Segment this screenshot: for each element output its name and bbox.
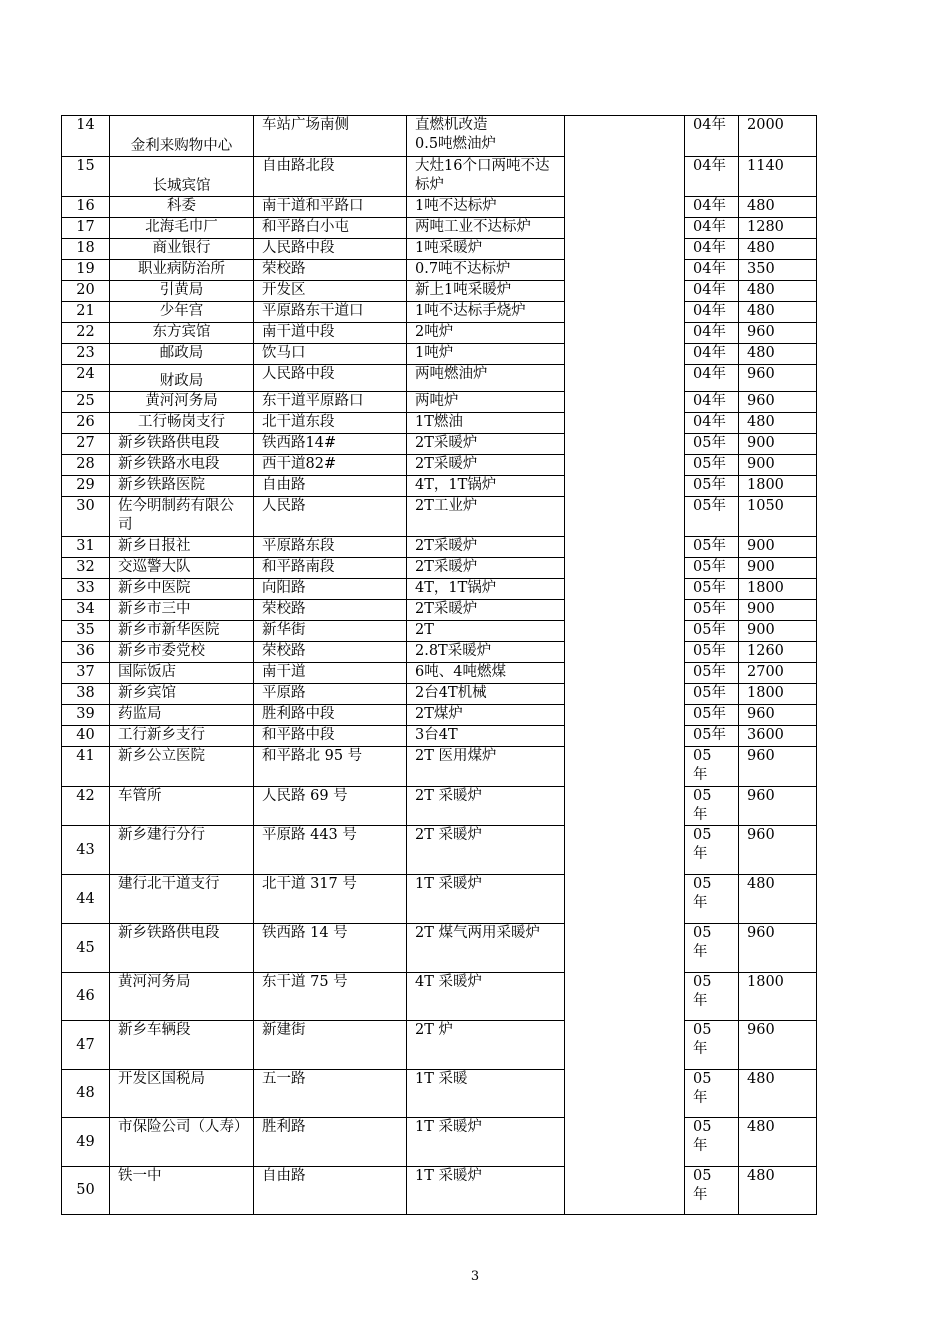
table-row <box>62 726 817 747</box>
year-cell: 05 年 <box>685 875 739 924</box>
address-cell: 胜利路 <box>254 1118 407 1167</box>
table-row <box>62 705 817 726</box>
unit-name-cell: 新乡铁路供电段 <box>110 434 254 455</box>
year-cell: 05 年 <box>685 1070 739 1118</box>
year-cell: 04年 <box>685 323 739 344</box>
table-row <box>62 344 817 365</box>
unit-name-cell: 药监局 <box>110 705 254 726</box>
unit-name-cell: 工行畅岗支行 <box>110 413 254 434</box>
year-cell: 04年 <box>685 197 739 218</box>
amount-cell: 900 <box>739 455 817 476</box>
unit-name-cell: 少年宫 <box>110 302 254 323</box>
amount-cell: 480 <box>739 1167 817 1215</box>
address-cell: 自由路北段 <box>254 157 407 197</box>
table-row <box>62 116 817 157</box>
unit-name-cell: 新乡日报社 <box>110 537 254 558</box>
table-row <box>62 218 817 239</box>
row-number-cell: 49 <box>62 1118 110 1167</box>
amount-cell: 960 <box>739 747 817 787</box>
row-number-cell: 33 <box>62 579 110 600</box>
unit-name-cell: 新乡市新华医院 <box>110 621 254 642</box>
address-cell: 人民路中段 <box>254 239 407 260</box>
table-row <box>62 1070 817 1118</box>
remark-cell <box>565 1167 685 1215</box>
table-row <box>62 476 817 497</box>
remark-cell <box>565 260 685 281</box>
year-cell: 05年 <box>685 621 739 642</box>
table-row <box>62 455 817 476</box>
address-cell: 车站广场南侧 <box>254 116 407 157</box>
boiler-info-cell: 2T采暖炉 <box>407 537 565 558</box>
table-row <box>62 1167 817 1215</box>
remark-cell <box>565 973 685 1021</box>
table-body <box>62 116 817 1215</box>
remark-cell <box>565 434 685 455</box>
amount-cell: 1260 <box>739 642 817 663</box>
boiler-info-cell: 2T <box>407 621 565 642</box>
row-number-cell: 42 <box>62 787 110 826</box>
address-cell: 平原路 <box>254 684 407 705</box>
address-cell: 和平路北 95 号 <box>254 747 407 787</box>
unit-name-cell: 长城宾馆 <box>110 157 254 197</box>
table-row <box>62 1021 817 1070</box>
year-cell: 04年 <box>685 281 739 302</box>
year-cell: 05年 <box>685 663 739 684</box>
remark-cell <box>565 826 685 875</box>
year-cell: 05年 <box>685 497 739 537</box>
boiler-info-cell: 1吨不达标手烧炉 <box>407 302 565 323</box>
amount-cell: 900 <box>739 558 817 579</box>
address-cell: 自由路 <box>254 476 407 497</box>
table-row <box>62 642 817 663</box>
unit-name-cell: 建行北干道支行 <box>110 875 254 924</box>
row-number-cell: 40 <box>62 726 110 747</box>
unit-name-cell: 佐今明制药有限公司 <box>110 497 254 537</box>
address-cell: 北干道东段 <box>254 413 407 434</box>
boiler-info-cell: 两吨工业不达标炉 <box>407 218 565 239</box>
unit-name-cell: 职业病防治所 <box>110 260 254 281</box>
table-row <box>62 973 817 1021</box>
table-row <box>62 434 817 455</box>
row-number-cell: 36 <box>62 642 110 663</box>
boiler-info-cell: 2T 煤气两用采暖炉 <box>407 924 565 973</box>
boiler-info-cell: 2T采暖炉 <box>407 558 565 579</box>
row-number-cell: 23 <box>62 344 110 365</box>
row-number-cell: 21 <box>62 302 110 323</box>
remark-cell <box>565 726 685 747</box>
address-cell: 平原路东段 <box>254 537 407 558</box>
address-cell: 荣校路 <box>254 600 407 621</box>
unit-name-cell: 新乡铁路水电段 <box>110 455 254 476</box>
year-cell: 04年 <box>685 218 739 239</box>
row-number-cell: 29 <box>62 476 110 497</box>
remark-cell <box>565 684 685 705</box>
remark-cell <box>565 344 685 365</box>
table-row <box>62 1118 817 1167</box>
boiler-info-cell: 1T燃油 <box>407 413 565 434</box>
amount-cell: 480 <box>739 413 817 434</box>
boiler-info-cell: 大灶16个口两吨不达标炉 <box>407 157 565 197</box>
unit-name-cell: 邮政局 <box>110 344 254 365</box>
boiler-info-cell: 1T 采暖炉 <box>407 1118 565 1167</box>
remark-cell <box>565 497 685 537</box>
address-cell: 南干道和平路口 <box>254 197 407 218</box>
row-number-cell: 20 <box>62 281 110 302</box>
amount-cell: 960 <box>739 787 817 826</box>
boiler-info-cell: 6吨、4吨燃煤 <box>407 663 565 684</box>
amount-cell: 480 <box>739 1070 817 1118</box>
boiler-info-cell: 4T 采暖炉 <box>407 973 565 1021</box>
remark-cell <box>565 239 685 260</box>
table-row <box>62 579 817 600</box>
boiler-info-cell: 2T 采暖炉 <box>407 787 565 826</box>
unit-name-cell: 东方宾馆 <box>110 323 254 344</box>
unit-name-cell: 商业银行 <box>110 239 254 260</box>
row-number-cell: 28 <box>62 455 110 476</box>
year-cell: 05年 <box>685 455 739 476</box>
remark-cell <box>565 663 685 684</box>
amount-cell: 960 <box>739 323 817 344</box>
year-cell: 05 年 <box>685 1118 739 1167</box>
address-cell: 饮马口 <box>254 344 407 365</box>
boiler-info-cell: 1吨不达标炉 <box>407 197 565 218</box>
boiler-info-cell: 新上1吨采暖炉 <box>407 281 565 302</box>
remark-cell <box>565 281 685 302</box>
boiler-info-cell: 0.7吨不达标炉 <box>407 260 565 281</box>
amount-cell: 900 <box>739 434 817 455</box>
table-row <box>62 157 817 197</box>
row-number-cell: 15 <box>62 157 110 197</box>
row-number-cell: 47 <box>62 1021 110 1070</box>
address-cell: 人民路中段 <box>254 365 407 392</box>
amount-cell: 1800 <box>739 973 817 1021</box>
boiler-info-cell: 2吨炉 <box>407 323 565 344</box>
unit-name-cell: 黄河河务局 <box>110 392 254 413</box>
year-cell: 05年 <box>685 579 739 600</box>
year-cell: 05 年 <box>685 924 739 973</box>
unit-name-cell: 车管所 <box>110 787 254 826</box>
amount-cell: 960 <box>739 392 817 413</box>
unit-name-cell: 新乡宾馆 <box>110 684 254 705</box>
table-row <box>62 684 817 705</box>
boiler-info-cell: 2T采暖炉 <box>407 434 565 455</box>
table-row <box>62 600 817 621</box>
boiler-info-cell: 2T采暖炉 <box>407 455 565 476</box>
address-cell: 人民路 <box>254 497 407 537</box>
row-number-cell: 50 <box>62 1167 110 1215</box>
page-number: 3 <box>470 1269 480 1284</box>
boiler-info-cell: 2T 采暖炉 <box>407 826 565 875</box>
table-row <box>62 537 817 558</box>
address-cell: 人民路 69 号 <box>254 787 407 826</box>
address-cell: 自由路 <box>254 1167 407 1215</box>
address-cell: 新建街 <box>254 1021 407 1070</box>
unit-name-cell: 市保险公司（人寿） <box>110 1118 254 1167</box>
boiler-info-cell: 1吨炉 <box>407 344 565 365</box>
year-cell: 04年 <box>685 116 739 157</box>
address-cell: 北干道 317 号 <box>254 875 407 924</box>
year-cell: 05 年 <box>685 747 739 787</box>
row-number-cell: 46 <box>62 973 110 1021</box>
address-cell: 南干道中段 <box>254 323 407 344</box>
boiler-info-cell: 1T 采暖 <box>407 1070 565 1118</box>
amount-cell: 960 <box>739 826 817 875</box>
amount-cell: 960 <box>739 705 817 726</box>
year-cell: 05年 <box>685 600 739 621</box>
remark-cell <box>565 1021 685 1070</box>
amount-cell: 1800 <box>739 684 817 705</box>
amount-cell: 480 <box>739 281 817 302</box>
address-cell: 胜利路中段 <box>254 705 407 726</box>
boiler-info-cell: 4T，1T锅炉 <box>407 579 565 600</box>
address-cell: 铁西路 14 号 <box>254 924 407 973</box>
row-number-cell: 19 <box>62 260 110 281</box>
row-number-cell: 31 <box>62 537 110 558</box>
year-cell: 05年 <box>685 558 739 579</box>
boiler-info-cell: 4T，1T锅炉 <box>407 476 565 497</box>
unit-name-cell: 开发区国税局 <box>110 1070 254 1118</box>
unit-name-cell: 国际饭店 <box>110 663 254 684</box>
amount-cell: 3600 <box>739 726 817 747</box>
row-number-cell: 22 <box>62 323 110 344</box>
remark-cell <box>565 476 685 497</box>
address-cell: 平原路 443 号 <box>254 826 407 875</box>
year-cell: 04年 <box>685 239 739 260</box>
year-cell: 05年 <box>685 642 739 663</box>
unit-name-cell: 新乡建行分行 <box>110 826 254 875</box>
remark-cell <box>565 600 685 621</box>
remark-cell <box>565 197 685 218</box>
row-number-cell: 26 <box>62 413 110 434</box>
unit-name-cell: 铁一中 <box>110 1167 254 1215</box>
address-cell: 和平路中段 <box>254 726 407 747</box>
table-row <box>62 875 817 924</box>
amount-cell: 1280 <box>739 218 817 239</box>
year-cell: 04年 <box>685 157 739 197</box>
boiler-info-cell: 直燃机改造 0.5吨燃油炉 <box>407 116 565 157</box>
row-number-cell: 30 <box>62 497 110 537</box>
amount-cell: 900 <box>739 621 817 642</box>
table-row <box>62 924 817 973</box>
amount-cell: 1800 <box>739 476 817 497</box>
remark-cell <box>565 621 685 642</box>
address-cell: 荣校路 <box>254 260 407 281</box>
table-row <box>62 302 817 323</box>
boiler-info-cell: 2T 医用煤炉 <box>407 747 565 787</box>
year-cell: 05年 <box>685 705 739 726</box>
row-number-cell: 48 <box>62 1070 110 1118</box>
address-cell: 和平路南段 <box>254 558 407 579</box>
amount-cell: 1140 <box>739 157 817 197</box>
table-row <box>62 197 817 218</box>
year-cell: 05年 <box>685 476 739 497</box>
remark-cell <box>565 218 685 239</box>
amount-cell: 480 <box>739 239 817 260</box>
table-row <box>62 558 817 579</box>
boiler-info-cell: 2T煤炉 <box>407 705 565 726</box>
row-number-cell: 25 <box>62 392 110 413</box>
unit-name-cell: 交巡警大队 <box>110 558 254 579</box>
row-number-cell: 34 <box>62 600 110 621</box>
address-cell: 和平路白小屯 <box>254 218 407 239</box>
amount-cell: 1800 <box>739 579 817 600</box>
year-cell: 05年 <box>685 726 739 747</box>
table-row <box>62 323 817 344</box>
amount-cell: 480 <box>739 875 817 924</box>
remark-cell <box>565 365 685 392</box>
remark-cell <box>565 323 685 344</box>
boiler-info-cell: 1吨采暖炉 <box>407 239 565 260</box>
row-number-cell: 43 <box>62 826 110 875</box>
remark-cell <box>565 302 685 323</box>
address-cell: 东干道平原路口 <box>254 392 407 413</box>
amount-cell: 900 <box>739 537 817 558</box>
amount-cell: 480 <box>739 344 817 365</box>
amount-cell: 2700 <box>739 663 817 684</box>
address-cell: 荣校路 <box>254 642 407 663</box>
amount-cell: 900 <box>739 600 817 621</box>
row-number-cell: 18 <box>62 239 110 260</box>
remark-cell <box>565 558 685 579</box>
remark-cell <box>565 1118 685 1167</box>
unit-name-cell: 北海毛巾厂 <box>110 218 254 239</box>
boiler-table <box>61 115 817 1215</box>
unit-name-cell: 黄河河务局 <box>110 973 254 1021</box>
year-cell: 05年 <box>685 537 739 558</box>
row-number-cell: 24 <box>62 365 110 392</box>
remark-cell <box>565 413 685 434</box>
amount-cell: 960 <box>739 365 817 392</box>
row-number-cell: 37 <box>62 663 110 684</box>
table-row <box>62 392 817 413</box>
boiler-info-cell: 1T 采暖炉 <box>407 1167 565 1215</box>
remark-cell <box>565 116 685 157</box>
table-row <box>62 281 817 302</box>
amount-cell: 350 <box>739 260 817 281</box>
amount-cell: 960 <box>739 1021 817 1070</box>
year-cell: 04年 <box>685 392 739 413</box>
table-row <box>62 239 817 260</box>
amount-cell: 480 <box>739 302 817 323</box>
boiler-info-cell: 2T采暖炉 <box>407 600 565 621</box>
boiler-info-cell: 2T 炉 <box>407 1021 565 1070</box>
year-cell: 04年 <box>685 260 739 281</box>
table-row <box>62 621 817 642</box>
year-cell: 05 年 <box>685 1021 739 1070</box>
table-row <box>62 260 817 281</box>
remark-cell <box>565 1070 685 1118</box>
boiler-info-cell: 两吨炉 <box>407 392 565 413</box>
remark-cell <box>565 579 685 600</box>
address-cell: 新华街 <box>254 621 407 642</box>
unit-name-cell: 科委 <box>110 197 254 218</box>
boiler-info-cell: 1T 采暖炉 <box>407 875 565 924</box>
unit-name-cell: 金利来购物中心 <box>110 116 254 157</box>
boiler-info-cell: 两吨燃油炉 <box>407 365 565 392</box>
table-row <box>62 787 817 826</box>
remark-cell <box>565 924 685 973</box>
unit-name-cell: 新乡铁路供电段 <box>110 924 254 973</box>
row-number-cell: 45 <box>62 924 110 973</box>
row-number-cell: 44 <box>62 875 110 924</box>
row-number-cell: 14 <box>62 116 110 157</box>
row-number-cell: 38 <box>62 684 110 705</box>
row-number-cell: 16 <box>62 197 110 218</box>
address-cell: 开发区 <box>254 281 407 302</box>
boiler-info-cell: 3台4T <box>407 726 565 747</box>
year-cell: 05 年 <box>685 1167 739 1215</box>
year-cell: 05 年 <box>685 826 739 875</box>
address-cell: 西干道82# <box>254 455 407 476</box>
amount-cell: 480 <box>739 1118 817 1167</box>
row-number-cell: 32 <box>62 558 110 579</box>
unit-name-cell: 新乡市三中 <box>110 600 254 621</box>
remark-cell <box>565 705 685 726</box>
remark-cell <box>565 537 685 558</box>
row-number-cell: 39 <box>62 705 110 726</box>
remark-cell <box>565 642 685 663</box>
row-number-cell: 17 <box>62 218 110 239</box>
table-row <box>62 663 817 684</box>
year-cell: 05年 <box>685 684 739 705</box>
unit-name-cell: 新乡市委党校 <box>110 642 254 663</box>
year-cell: 05年 <box>685 434 739 455</box>
address-cell: 五一路 <box>254 1070 407 1118</box>
remark-cell <box>565 392 685 413</box>
amount-cell: 2000 <box>739 116 817 157</box>
row-number-cell: 35 <box>62 621 110 642</box>
row-number-cell: 41 <box>62 747 110 787</box>
year-cell: 04年 <box>685 344 739 365</box>
remark-cell <box>565 747 685 787</box>
year-cell: 04年 <box>685 365 739 392</box>
unit-name-cell: 财政局 <box>110 365 254 392</box>
remark-cell <box>565 875 685 924</box>
amount-cell: 480 <box>739 197 817 218</box>
unit-name-cell: 新乡车辆段 <box>110 1021 254 1070</box>
year-cell: 04年 <box>685 413 739 434</box>
unit-name-cell: 新乡公立医院 <box>110 747 254 787</box>
unit-name-cell: 工行新乡支行 <box>110 726 254 747</box>
address-cell: 平原路东干道口 <box>254 302 407 323</box>
table-row <box>62 826 817 875</box>
remark-cell <box>565 157 685 197</box>
remark-cell <box>565 787 685 826</box>
table-row <box>62 747 817 787</box>
unit-name-cell: 引黄局 <box>110 281 254 302</box>
boiler-info-cell: 2T工业炉 <box>407 497 565 537</box>
boiler-info-cell: 2台4T机械 <box>407 684 565 705</box>
unit-name-cell: 新乡中医院 <box>110 579 254 600</box>
address-cell: 东干道 75 号 <box>254 973 407 1021</box>
year-cell: 05 年 <box>685 973 739 1021</box>
address-cell: 南干道 <box>254 663 407 684</box>
row-number-cell: 27 <box>62 434 110 455</box>
table-row <box>62 497 817 537</box>
remark-cell <box>565 455 685 476</box>
year-cell: 04年 <box>685 302 739 323</box>
table-row <box>62 413 817 434</box>
address-cell: 向阳路 <box>254 579 407 600</box>
address-cell: 铁西路14# <box>254 434 407 455</box>
amount-cell: 960 <box>739 924 817 973</box>
year-cell: 05 年 <box>685 787 739 826</box>
table-row <box>62 365 817 392</box>
amount-cell: 1050 <box>739 497 817 537</box>
unit-name-cell: 新乡铁路医院 <box>110 476 254 497</box>
boiler-info-cell: 2.8T采暖炉 <box>407 642 565 663</box>
